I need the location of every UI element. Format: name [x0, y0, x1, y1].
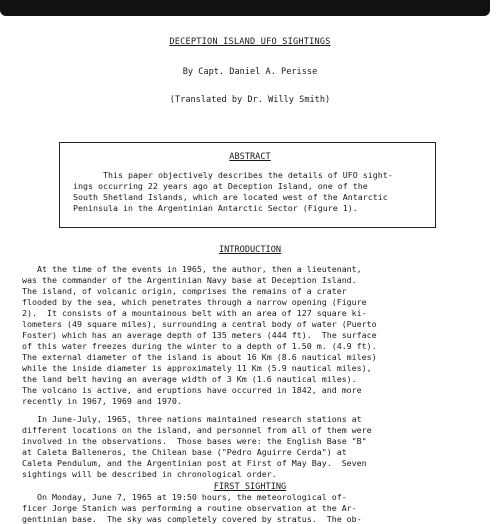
- intro-p1-line: flooded by the sea, which penetrates through a narrow opening (Figure: [22, 297, 367, 307]
- abstract-line: South Shetland Islands, which are located west of the Antarctic: [73, 192, 388, 202]
- intro-p1-line: while the inside diameter is approximately 11 Km (5.9 nautical miles),: [22, 363, 372, 373]
- first-sighting-line: On Monday, June 7, 1965 at 19:50 hours, the meteorological of-: [22, 492, 347, 502]
- intro-p1-line: The volcano is active, and eruptions have occurred in 1842, and more: [22, 385, 362, 395]
- intro-p2-line: at Caleta Balleneros, the Chilean base ("Pedro Aguirre Cerda") at: [22, 447, 347, 457]
- intro-p2-line: Caleta Pendulum, and the Argentinian post at First of May Bay. Seven: [22, 458, 367, 468]
- introduction-heading: INTRODUCTION: [218, 245, 282, 255]
- first-sighting-line: ficer Jorge Stanich was performing a routine observation at the Ar-: [22, 503, 357, 513]
- intro-p1-line: lometers (49 square miles), surrounding a central body of water (Puerto: [22, 319, 377, 329]
- intro-p1-line: recently in 1967, 1969 and 1970.: [22, 396, 182, 406]
- intro-p1-line: At the time of the events in 1965, the author, then a lieutenant,: [22, 264, 362, 274]
- abstract-line: This paper objectively describes the details of UFO sight-: [103, 170, 393, 180]
- page-top-border: [0, 0, 490, 16]
- document-title: DECEPTION ISLAND UFO SIGHTINGS: [169, 37, 331, 47]
- intro-p2-line: sightings will be described in chronological order.: [22, 469, 277, 479]
- intro-p1-line: of this water freezes during the winter to a depth of 1.50 m. (4.9 ft).: [22, 341, 377, 351]
- abstract-line: Peninsula in the Argentinian Antarctic Sector (Figure 1).: [73, 203, 358, 213]
- intro-p2-line: In June-July, 1965, three nations maintained research stations at: [22, 414, 362, 424]
- intro-p1-line: The external diameter of the island is about 16 Km (8.6 nautical miles): [22, 352, 377, 362]
- intro-p1-line: The island, of volcanic origin, comprises the remains of a crater: [22, 286, 347, 296]
- abstract-heading: ABSTRACT: [229, 152, 271, 162]
- intro-p1-line: Foster) which has an average depth of 135 meters (444 ft). The surface: [22, 330, 377, 340]
- intro-p1-line: was the commander of the Argentinian Navy base at Deception Island.: [22, 275, 357, 285]
- intro-p2-line: involved in the observations. Those bases were: the English Base "B": [22, 436, 367, 446]
- intro-p1-line: the land belt having an average width of 3 Km (1.6 nautical miles).: [22, 374, 357, 384]
- translator-line: (Translated by Dr. Willy Smith): [169, 95, 331, 105]
- first-sighting-line: gentinian base. The sky was completely covered by stratus. The ob-: [22, 514, 362, 524]
- first-sighting-heading: FIRST SIGHTING: [213, 482, 287, 492]
- author-line: By Capt. Daniel A. Perisse: [182, 67, 318, 77]
- intro-p1-line: 2). It consists of a mountainous belt with an area of 127 square ki-: [22, 308, 367, 318]
- abstract-line: ings occurring 22 years ago at Deception Island, one of the: [73, 181, 368, 191]
- intro-p2-line: different locations on the island, and personnel from all of them were: [22, 425, 372, 435]
